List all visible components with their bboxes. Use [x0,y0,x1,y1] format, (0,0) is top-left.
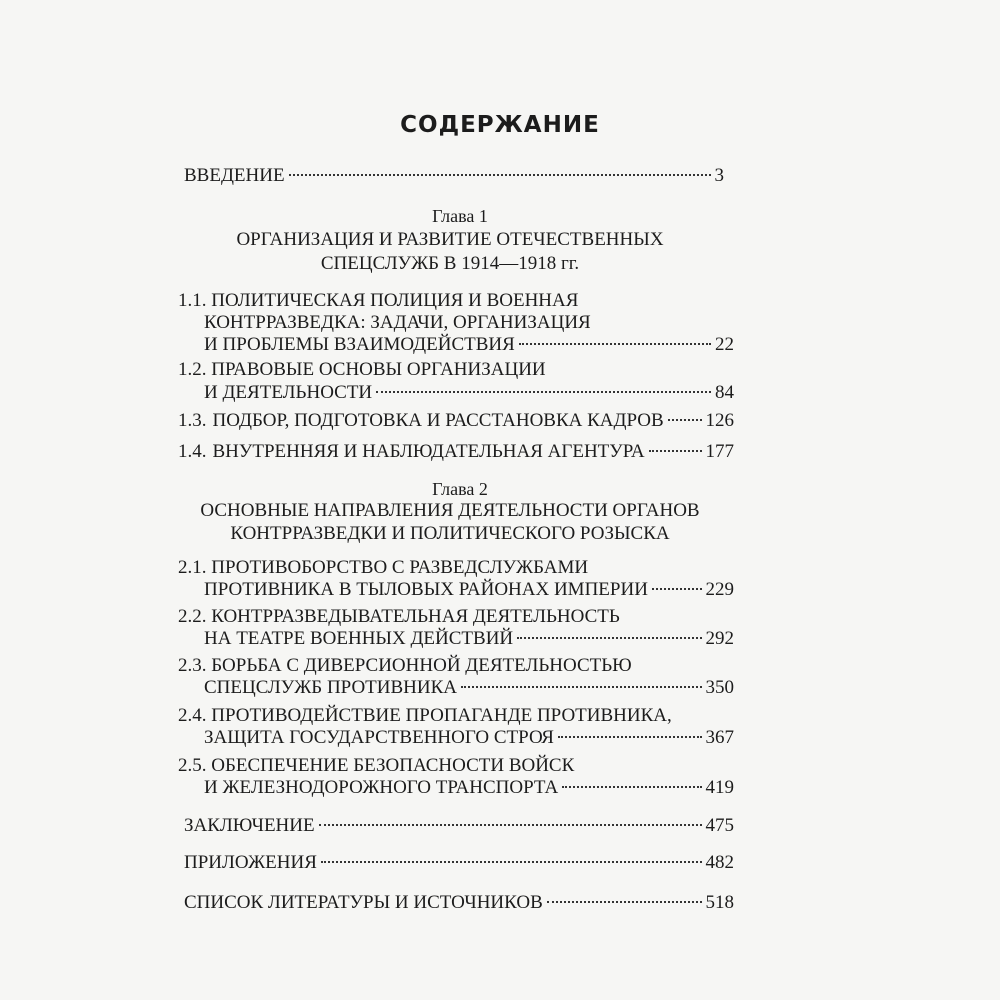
dot-leader [562,786,701,788]
toc-entry-1-4[interactable] [178,440,734,464]
dot-leader [289,174,711,176]
section-number: 2.1. [178,557,207,578]
toc-entry-label: ЗАКЛЮЧЕНИЕ [184,815,315,836]
dot-leader [519,343,711,345]
toc-entry-1-3[interactable] [178,409,734,433]
toc-entry-page: 475 [705,815,734,836]
dot-leader [321,861,702,863]
toc-entry-page: 126 [705,410,734,431]
toc-entry-page: 518 [705,892,734,913]
toc-entry-page: 84 [715,382,734,403]
section-number: 1.1. [178,290,207,311]
section-number: 1.3. [178,410,207,431]
toc-entry-page: 419 [705,777,734,798]
section-title-line2: НА ТЕАТРЕ ВОЕННЫХ ДЕЙСТВИЙ [204,628,514,649]
section-title-line1: КОНТРРАЗВЕДЫВАТЕЛЬНАЯ ДЕЯТЕЛЬНОСТЬ [211,606,620,627]
toc-entry-page: 3 [714,165,724,186]
chapter-2-title-line2: КОНТРРАЗВЕДКИ И ПОЛИТИЧЕСКОГО РОЗЫСКА [230,523,670,544]
section-number: 1.2. [178,359,207,380]
section-title-line1: ОБЕСПЕЧЕНИЕ БЕЗОПАСНОСТИ ВОЙСК [211,755,575,776]
dot-leader [668,419,702,421]
dot-leader [649,450,702,452]
dot-leader [547,901,702,903]
section-title-line2: ЗАЩИТА ГОСУДАРСТВЕННОГО СТРОЯ [204,727,554,748]
toc-entry-label: СПИСОК ЛИТЕРАТУРЫ И ИСТОЧНИКОВ [184,892,543,913]
section-title-line2: КОНТРРАЗВЕДКА: ЗАДАЧИ, ОРГАНИЗАЦИЯ [204,312,591,333]
section-title-line1: ПРАВОВЫЕ ОСНОВЫ ОРГАНИЗАЦИИ [211,359,546,380]
dot-leader [461,686,701,688]
toc-entry-page: 292 [705,628,734,649]
dot-leader [652,588,702,590]
section-title-line2: СПЕЦСЛУЖБ ПРОТИВНИКА [204,677,458,698]
dot-leader [517,637,701,639]
section-title-line2: И ЖЕЛЕЗНОДОРОЖНОГО ТРАНСПОРТА [204,777,559,798]
section-number: 1.4. [178,441,207,462]
toc-entry-bibliography[interactable] [184,891,734,915]
section-title-line3: И ПРОБЛЕМЫ ВЗАИМОДЕЙСТВИЯ [204,334,515,355]
toc-entry-conclusion[interactable] [184,814,734,838]
section-title-line1: БОРЬБА С ДИВЕРСИОННОЙ ДЕЯТЕЛЬНОСТЬЮ [211,655,632,676]
section-title-line2: И ДЕЯТЕЛЬНОСТИ [204,382,373,403]
toc-entry-page: 367 [705,727,734,748]
section-title-line1: ПРОТИВОДЕЙСТВИЕ ПРОПАГАНДЕ ПРОТИВНИКА, [211,705,672,726]
chapter-2-title-line1: ОСНОВНЫЕ НАПРАВЛЕНИЯ ДЕЯТЕЛЬНОСТИ ОРГАНОВ [200,500,700,521]
section-number: 2.2. [178,606,207,627]
section-number: 2.3. [178,655,207,676]
toc-entry-appendix[interactable] [184,851,734,875]
section-title-line1: ПОДБОР, ПОДГОТОВКА И РАССТАНОВКА КАДРОВ [212,410,664,431]
toc-entry-label: ПРИЛОЖЕНИЯ [184,852,317,873]
dot-leader [319,824,702,826]
section-title-line1: ПОЛИТИЧЕСКАЯ ПОЛИЦИЯ И ВОЕННАЯ [211,290,579,311]
section-title-line1: ПРОТИВОБОРСТВО С РАЗВЕДСЛУЖБАМИ [211,557,589,578]
chapter-1-title-line1: ОРГАНИЗАЦИЯ И РАЗВИТИЕ ОТЕЧЕСТВЕННЫХ [236,229,664,250]
toc-entry-label: ВВЕДЕНИЕ [184,165,285,186]
section-title-line2: ПРОТИВНИКА В ТЫЛОВЫХ РАЙОНАХ ИМПЕРИИ [204,579,648,600]
dot-leader [558,736,702,738]
toc-entry-page: 350 [705,677,734,698]
section-number: 2.5. [178,755,207,776]
toc-entry-page: 229 [705,579,734,600]
chapter-2-label: Глава 2 [432,479,488,499]
toc-entry-page: 177 [705,441,734,462]
section-number: 2.4. [178,705,207,726]
toc-entry-intro[interactable] [184,164,724,188]
dot-leader [376,391,711,393]
toc-entry-page: 22 [715,334,734,355]
page-title: СОДЕРЖАНИЕ [400,112,600,138]
section-title-line1: ВНУТРЕННЯЯ И НАБЛЮДАТЕЛЬНАЯ АГЕНТУРА [212,441,645,462]
chapter-1-title-line2: СПЕЦСЛУЖБ В 1914—1918 гг. [320,253,580,274]
toc-entry-page: 482 [705,852,734,873]
chapter-1-label: Глава 1 [432,206,488,226]
